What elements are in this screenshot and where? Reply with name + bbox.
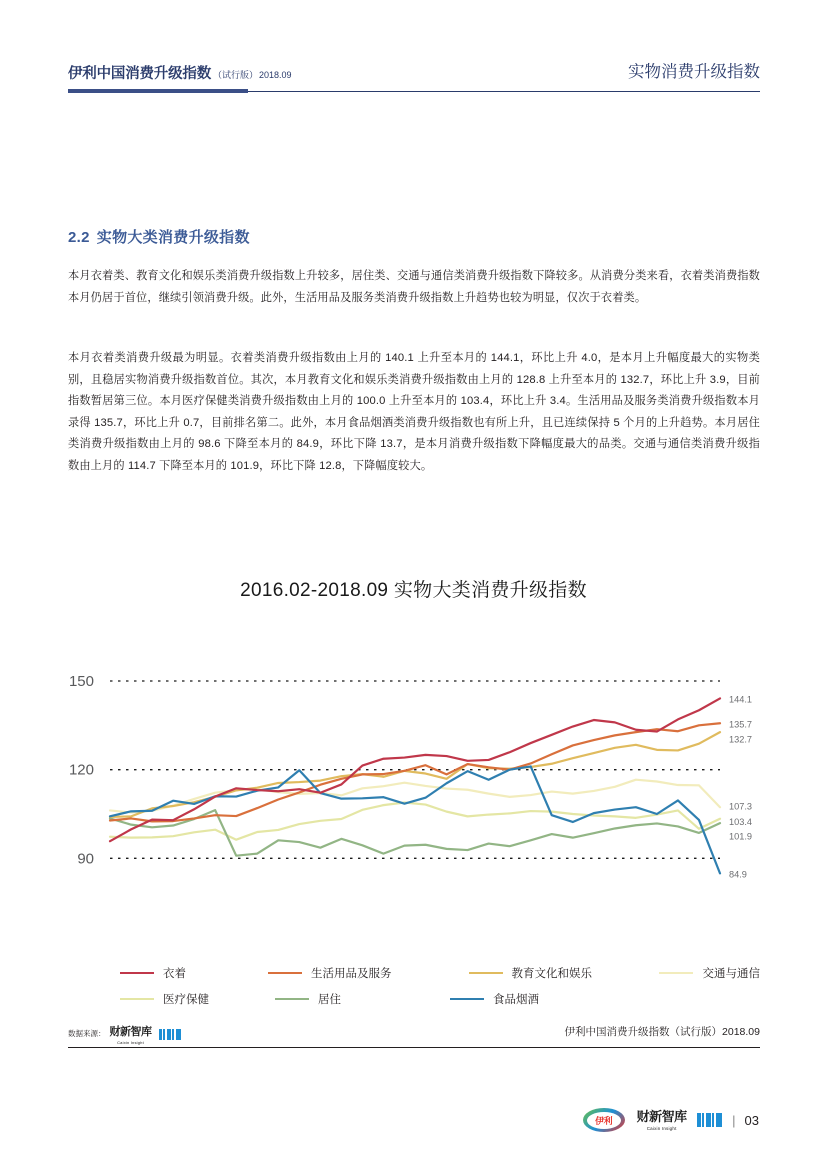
cbi-logo-icon [159, 1028, 183, 1040]
series-end-label: 132.7 [729, 734, 752, 745]
legend-swatch-icon [120, 972, 154, 974]
legend-swatch-icon [450, 998, 484, 1000]
footer-source [68, 1022, 182, 1045]
series-end-label: 107.3 [729, 801, 752, 812]
legend-item-1[interactable] [268, 965, 469, 981]
header-brand: 伊利中国消费升级指数 [68, 66, 211, 82]
footer-title: 伊利中国消费升级指数（试行版）2018.09 [564, 1026, 760, 1038]
yili-logo-icon [583, 1108, 625, 1132]
y-axis-tick-label: 90 [77, 850, 94, 868]
page-footer [68, 1022, 760, 1052]
header-date: 2018.09 [259, 70, 292, 80]
yili-logo-text: 伊利 [587, 1112, 621, 1129]
legend-item-5[interactable] [275, 991, 450, 1007]
legend-item-0[interactable] [120, 965, 268, 981]
header-accent-bar [68, 89, 248, 93]
series-end-label: 144.1 [729, 694, 752, 705]
page-separator: | [732, 1112, 736, 1128]
series-end-label: 84.9 [729, 869, 747, 880]
footer-divider [68, 1047, 760, 1048]
series-end-label: 103.4 [729, 817, 752, 828]
header-section-title: 实物消费升级指数 [628, 63, 760, 81]
page-number: 03 [744, 1112, 759, 1128]
section-heading-text: 实物大类消费升级指数 [96, 229, 250, 246]
footer-source-label: 数据来源： [68, 1029, 106, 1038]
section-heading [68, 226, 250, 247]
legend-swatch-icon [120, 998, 154, 1000]
caixin-logo-text: 财新智库 [109, 1026, 152, 1038]
y-axis-tick-label: 150 [68, 673, 94, 690]
series-end-label: 135.7 [729, 719, 752, 730]
legend-swatch-icon [275, 998, 309, 1000]
chart-canvas [0, 610, 827, 910]
caixin-logo-bottom [637, 1108, 687, 1132]
header-brand-group [68, 62, 292, 83]
legend-label: 交通与通信 [702, 968, 760, 980]
page-header [68, 58, 760, 100]
legend-item-3[interactable] [659, 965, 760, 981]
legend-label: 医疗保健 [163, 994, 209, 1006]
chart-block [0, 560, 827, 1020]
legend-label: 生活用品及服务 [311, 968, 392, 980]
caixin-logo-bottom-subtext: Caixin Insight [646, 1126, 677, 1132]
y-axis-tick-label: 120 [68, 761, 94, 779]
legend-row-2 [120, 986, 760, 1012]
body-paragraph-1: 本月衣着类、教育文化和娱乐类消费升级指数上升较多，居住类、交通与通信类消费升级指数下降较多。从消费分类来看，衣着类消费指数本月仍居于首位，继续引领消费升级。此外，生活用品及服务类消费升级指数上升趋势也较为明显，仅次于衣着类。 [68, 270, 760, 304]
legend-label: 食品烟酒 [493, 994, 539, 1006]
legend-label: 衣着 [163, 968, 186, 980]
legend-label: 居住 [318, 994, 341, 1006]
caixin-logo [110, 1022, 152, 1045]
legend-item-2[interactable] [469, 965, 660, 981]
legend-item-4[interactable] [120, 991, 275, 1007]
line-chart-svg [0, 610, 827, 910]
page-bottom-bar [583, 1108, 759, 1132]
body-paragraph-2: 本月衣着类消费升级最为明显。衣着类消费升级指数由上月的 140.1 上升至本月的 144.1，环比上升 4.0，是本月上升幅度最大的实物类别，且稳居实物消费升级指数首位。其次，本月教育文化和娱乐类消费升级指数由上月的 128.8 上升至本月的 132.7，环比上升 3.9，目前指数暂居第三位。本月医疗保健类消费升级指数由上月的 100.0 上升至本月的 103.4，环比上升 3.4。生活用品及服务类消费升级指数本月录得 135.7，环比上升 0.7，目前排名第二。此外，本月食品烟酒类消费升级指数也有所上升，且已连续保持 5 个月的上升趋势。本月居住类消费升级指数由上月的 98.6 下降至本月的 84.9，环比下降 13.7，是本月消费升级指数下降幅度最大的品类。交通与通信类消费升级指数由上月的 114.7 下降至本月的 101.9，环比下降 12.8，下降幅度较大。 [68, 352, 760, 472]
legend-swatch-icon [469, 972, 503, 974]
caixin-logo-subtext: Caixin Insight [117, 1040, 144, 1045]
section-number: 2.2 [68, 229, 90, 246]
header-edition: （试行版） [213, 70, 259, 80]
cbi-logo-bottom-icon [697, 1113, 724, 1127]
legend-swatch-icon [268, 972, 302, 974]
caixin-logo-bottom-text: 财新智库 [636, 1109, 687, 1125]
series-end-label: 101.9 [729, 831, 752, 842]
legend-label: 教育文化和娱乐 [511, 968, 593, 980]
legend-row-1 [120, 960, 760, 986]
legend-item-6[interactable] [450, 991, 539, 1007]
chart-legend [120, 960, 760, 1012]
legend-swatch-icon [659, 972, 693, 974]
chart-title: 2016.02-2018.09 实物大类消费升级指数 [240, 580, 587, 601]
